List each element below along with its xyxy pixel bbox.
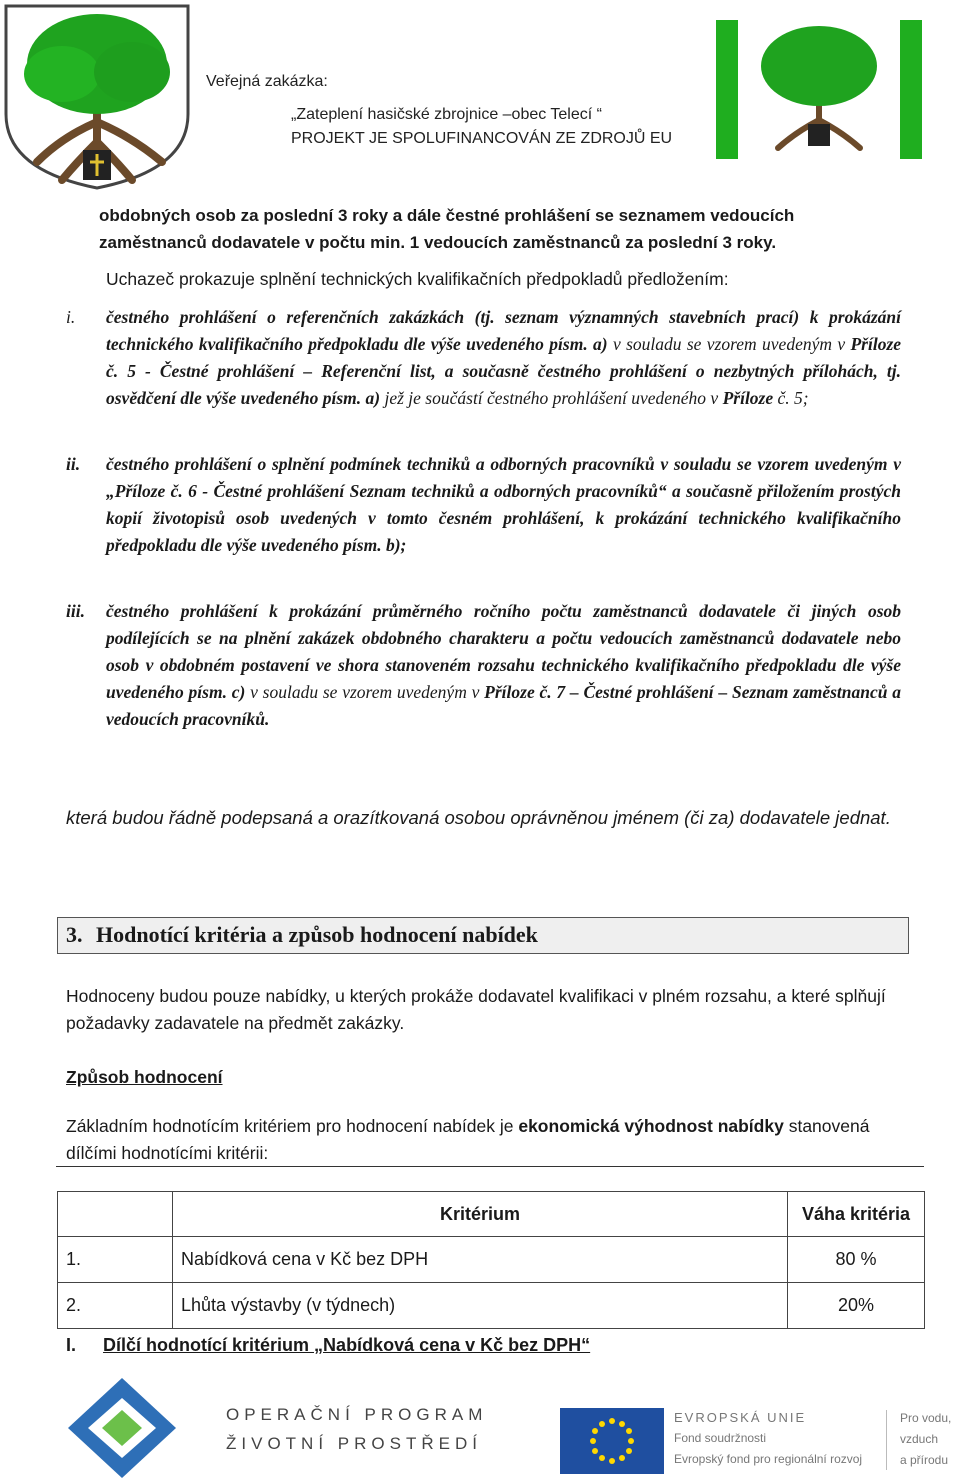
subcriterion-heading <box>66 1335 590 1356</box>
list-item <box>66 304 901 412</box>
header-title-line2: PROJEKT JE SPOLUFINANCOVÁN ZE ZDROJŮ EU <box>291 130 673 147</box>
table-header-cell: Kritérium <box>173 1192 788 1237</box>
eu-text-line2: Fond soudržnosti <box>674 1431 767 1445</box>
footer-divider <box>886 1410 887 1470</box>
header-title <box>291 103 672 151</box>
subcriterion-number: I. <box>66 1335 77 1355</box>
op-zp-logo-icon <box>66 1376 178 1480</box>
list-item-text: čestného prohlášení o splnění podmínek techniků a odborných pracovníků v souladu se vzorem uvedeným v „Příloze č. 6 - Čestné prohlášení Seznam techniků a odborných pracovníků“ a současně přiložením prostých kopií životopisů osob uvedených v tomto česném prohlášení, k prokázání technického kvalifikačního předpokladu dle výše uvedeného písm. b); <box>106 454 901 555</box>
table-header-cell: Váha kritéria <box>788 1192 925 1237</box>
table-row <box>58 1283 925 1329</box>
intro-text: Uchazeč prokazuje splnění technických kvalifikačních předpokladů předložením: <box>106 269 729 289</box>
eu-text-line3: Evropský fond pro regionální rozvoj <box>674 1452 863 1466</box>
table-cell: 1. <box>58 1237 173 1283</box>
header-label: Veřejná zakázka: <box>206 73 328 90</box>
table-cell: 80 % <box>788 1237 925 1283</box>
list-item-text: čestného prohlášení o referenčních zakázkách (tj. seznam významných stavebních prací) k prokázání technického kvalifikačního předpokladu dle výše uvedeného písm. a) v souladu se vzorem uvedeným v Příloze č. 5 - Čestné prohlášení – Referenční list, a současně čestného prohlášení o nezbytných přílohách, tj. osvědčení dle výše uvedeného písm. a) jež je součástí čestného prohlášení uvedeného v Příloze č. 5; <box>106 307 902 408</box>
section-title: Hodnotící kritéria a způsob hodnocení nabídek <box>96 922 538 947</box>
table-row <box>58 1237 925 1283</box>
eu-flag-icon <box>560 1408 664 1474</box>
municipal-flag-icon <box>716 20 922 159</box>
municipal-coat-of-arms-icon <box>2 2 192 190</box>
table-header-row <box>58 1192 925 1237</box>
table-cell: Nabídková cena v Kč bez DPH <box>173 1237 788 1283</box>
divider <box>56 1166 924 1167</box>
list-item-text: čestného prohlášení k prokázání průměrného ročního počtu zaměstnanců dodavatele či jiných osob podílejících se na plnění zakázek obdobného charakteru a počtu vedoucích zaměstnanců dodavatele nebo osob v obdobném postavení ve shora stanoveném rozsahu technického kvalifikačního předpokladu dle výše uvedeného písm. c) v souladu se vzorem uvedeným v Příloze č. 7 – Čestné prohlášení – Seznam zaměstnanců a vedoucích pracovníků. <box>106 601 901 729</box>
table-cell: 2. <box>58 1283 173 1329</box>
subcriterion-title: Dílčí hodnotící kritérium „Nabídková cena v Kč bez DPH“ <box>103 1335 591 1355</box>
criteria-paragraph: Základním hodnotícím kritériem pro hodnocení nabídek je ekonomická výhodnost nabídky stanovená dílčími hodnotícími kritérii: <box>66 1116 870 1163</box>
top-paragraph <box>99 202 901 256</box>
list-item <box>66 451 901 559</box>
closing-paragraph: která budou řádně podepsaná a orazítkovaná osobou oprávněnou jménem (či za) dodavatele jednat. <box>66 807 891 828</box>
criteria-table <box>57 1191 925 1329</box>
table-cell: Lhůta výstavby (v týdnech) <box>173 1283 788 1329</box>
list-item <box>66 598 901 733</box>
slogan-line3: a přírodu <box>900 1453 949 1467</box>
section-heading <box>66 922 538 948</box>
slogan-line2: vzduch <box>900 1432 939 1446</box>
section-number: 3. <box>66 922 83 947</box>
top-paragraph-line2: zaměstnanců dodavatele v počtu min. 1 vedoucích zaměstnanců za poslední 3 roky. <box>99 233 777 252</box>
list-item-number: i. <box>66 307 76 327</box>
table-cell: 20% <box>788 1283 925 1329</box>
list-item-number: iii. <box>66 601 85 621</box>
table-header-cell <box>58 1192 173 1237</box>
eu-text-line1: EVROPSKÁ UNIE <box>674 1410 807 1425</box>
slogan-line1: Pro vodu, <box>900 1411 952 1425</box>
list-item-number: ii. <box>66 454 81 474</box>
evaluation-paragraph: Hodnoceny budou pouze nabídky, u kterých prokáže dodavatel kvalifikaci v plném rozsahu, a které splňují požadavky zadavatele na předmět zakázky. <box>66 986 886 1033</box>
top-paragraph-line1: obdobných osob za poslední 3 roky a dále čestné prohlášení se seznamem vedoucích <box>99 206 795 225</box>
op-text-line1: OPERAČNÍ PROGRAM <box>226 1405 488 1424</box>
evaluation-method-heading: Způsob hodnocení <box>66 1067 223 1087</box>
op-text-line2: ŽIVOTNÍ PROSTŘEDÍ <box>226 1434 482 1453</box>
header-title-line1: „Zateplení hasičské zbrojnice –obec Telecí “ <box>291 106 602 123</box>
